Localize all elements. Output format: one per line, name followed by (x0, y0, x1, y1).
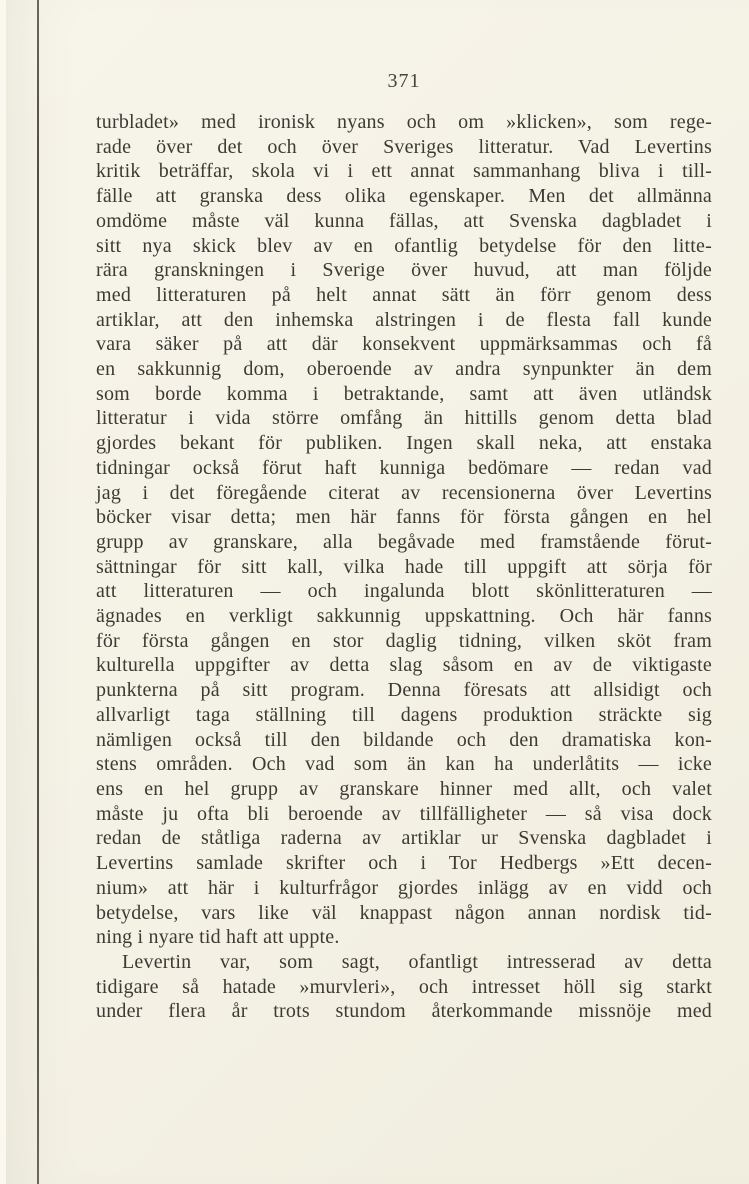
text-line: tidigare så hatade »murvleri», och intresset höll sig starkt (96, 975, 712, 998)
text-line: nium» att här i kulturfrågor gjordes inlägg av en vidd och (96, 876, 712, 899)
text-line: kritik beträffar, skola vi i ett annat sammanhang bliva i till- (96, 160, 712, 183)
text-line: redan de ståtliga raderna av artiklar ur Svenska dagbladet i (96, 827, 712, 850)
text-line: fälle att granska dess olika egenskaper. Men det allmänna (96, 185, 712, 208)
text-line: sättningar för sitt kall, vilka hade till uppgift att sörja för (96, 555, 712, 578)
text-line: måste ju ofta bli beroende av tillfälligheter — så visa dock (96, 802, 712, 825)
text-line: jag i det föregående citerat av recensionerna över Levertins (96, 481, 712, 504)
text-line: att litteraturen — och ingalunda blott skönlitteraturen — (96, 580, 712, 603)
text-line: allvarligt taga ställning till dagens produktion sträckte sig (96, 703, 712, 726)
text-line: Levertin var, som sagt, ofantligt intresserad av detta (122, 950, 712, 973)
text-line: som borde komma i betraktande, samt att även utländsk (96, 382, 712, 405)
text-line: ens en hel grupp av granskare hinner med allt, och valet (96, 777, 712, 800)
text-line: tidningar också förut haft kunniga bedömare — redan vad (96, 456, 712, 479)
text-line: artiklar, att den inhemska alstringen i de flesta fall kunde (96, 308, 712, 331)
text-line: punkterna på sitt program. Denna föresats att allsidigt och (96, 679, 712, 702)
text-line: omdöme måste väl kunna fällas, att Svenska dagbladet i (96, 209, 712, 232)
text-line: sitt nya skick blev av en ofantlig betydelse för den litte- (96, 234, 712, 257)
binding-edge-line (37, 0, 39, 1184)
text-line: ning i nyare tid haft att uppte. (96, 926, 340, 949)
text-line: böcker visar detta; men här fanns för första gången en hel (96, 506, 712, 529)
text-line: litteratur i vida större omfång än hittills genom detta blad (96, 407, 712, 430)
text-line: en sakkunnig dom, oberoende av andra synpunkter än dem (96, 358, 712, 381)
page-text (96, 110, 712, 1024)
text-line: vara säker på att där konsekvent uppmärksammas och få (96, 333, 712, 356)
page-edge-strip (0, 0, 6, 1184)
text-line: rära granskningen i Sverige över huvud, att man följde (96, 259, 712, 282)
text-line: Levertins samlade skrifter och i Tor Hedbergs »Ett decen- (96, 852, 712, 875)
page-number: 371 (387, 70, 421, 92)
text-line: nämligen också till den bildande och den dramatiska kon- (96, 728, 712, 751)
text-line: betydelse, vars like väl knappast någon annan nordisk tid- (96, 901, 712, 924)
text-line: stens områden. Och vad som än kan ha underlåtits — icke (96, 753, 712, 776)
text-line: grupp av granskare, alla begåvade med framstående förut- (96, 530, 712, 553)
text-line: ägnades en verkligt sakkunnig uppskattning. Och här fanns (96, 605, 712, 628)
text-line: kulturella uppgifter av detta slag såsom en av de viktigaste (96, 654, 712, 677)
text-line: under flera år trots stundom återkommande missnöje med (96, 1000, 712, 1023)
text-line: rade över det och över Sveriges litteratur. Vad Levertins (96, 135, 712, 158)
text-line: gjordes bekant för publiken. Ingen skall neka, att enstaka (96, 432, 712, 455)
text-line: turbladet» med ironisk nyans och om »klicken», som rege- (96, 111, 712, 133)
text-line: med litteraturen på helt annat sätt än förr genom dess (96, 283, 712, 306)
text-line: för första gången en stor daglig tidning, vilken sköt fram (96, 629, 712, 652)
